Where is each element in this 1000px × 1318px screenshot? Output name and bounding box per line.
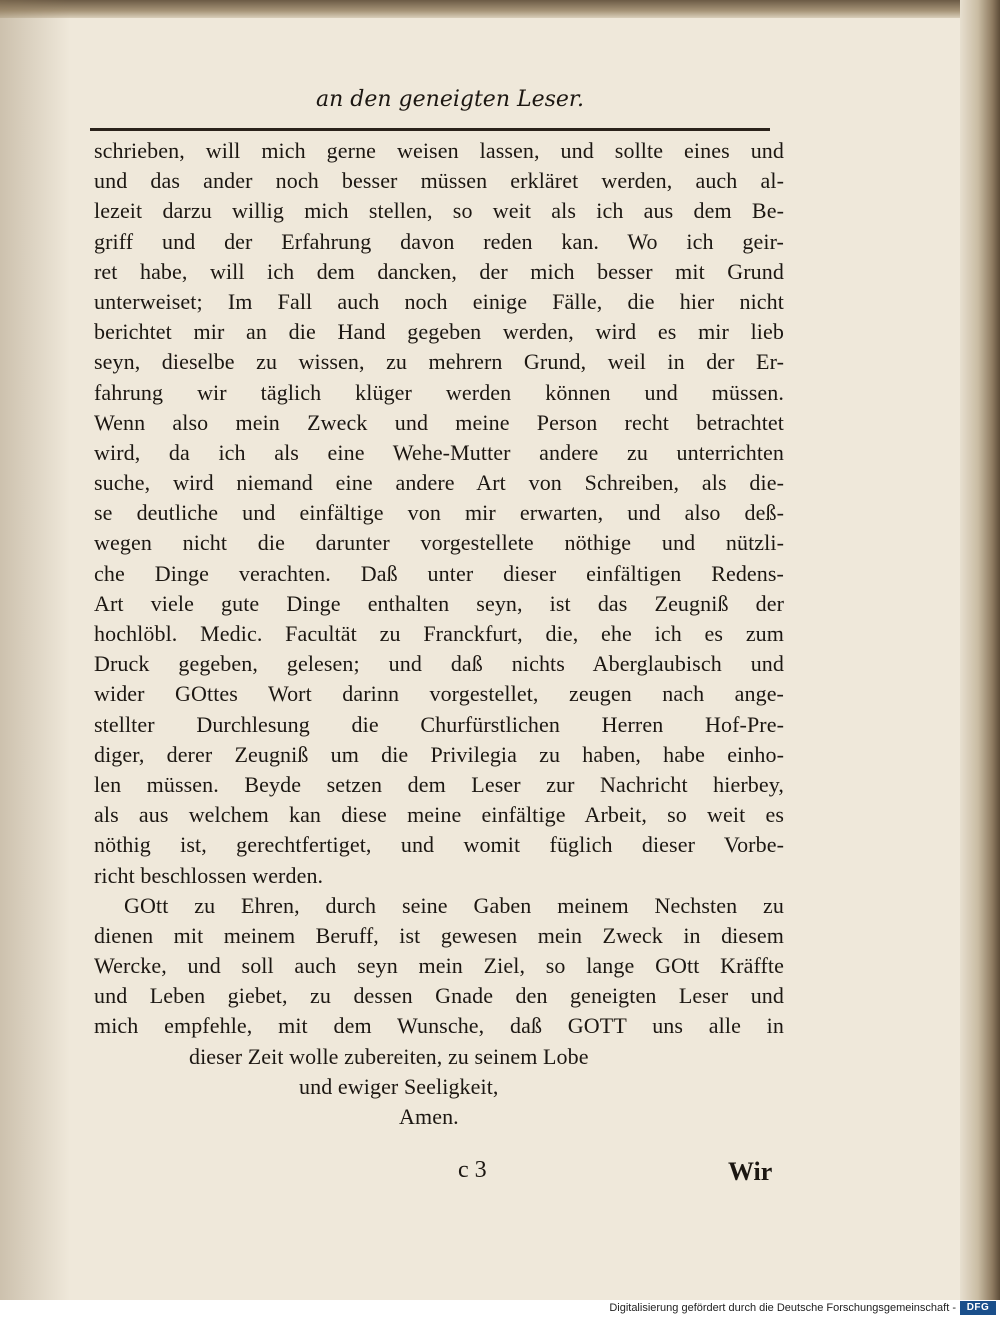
digitization-footer [0, 1300, 1000, 1318]
text-line: schrieben, will mich gerne weisen lassen, und sollte eines und [94, 138, 784, 163]
header-rule [90, 128, 770, 131]
text-line: Druck gegeben, gelesen; und daß nichts Aberglaubisch und [94, 651, 784, 677]
text-line: griff und der Erfahrung davon reden kan. Wo ich geir- [94, 228, 784, 254]
text-line: stellter Durchlesung die Churfürstlichen Herren Hof-Pre- [94, 711, 784, 737]
text-line: mich empfehle, mit dem Wunsche, daß GOTT uns alle in [94, 1013, 784, 1039]
text-line: richt beschlossen werden. [94, 862, 324, 888]
text-line: und das ander noch besser müssen erkläret werden, auch al- [94, 168, 784, 194]
text-line: lezeit darzu willig mich stellen, so weit als ich aus dem Be- [94, 198, 784, 224]
text-line: Art viele gute Dinge enthalten seyn, ist das Zeugniß der [94, 590, 784, 616]
text-line: GOtt zu Ehren, durch seine Gaben meinem Nechsten zu [124, 892, 784, 918]
text-line: und Leben giebet, zu dessen Gnade den geneigten Leser und [94, 983, 784, 1009]
catchword: Wir [728, 1157, 773, 1186]
text-line: se deutliche und einfältige von mir erwarten, und also deß- [94, 500, 784, 526]
text-line: seyn, dieselbe zu wissen, zu mehrern Grund, weil in der Er- [94, 349, 784, 375]
closing-line: dieser Zeit wolle zubereiten, zu seinem Lobe [189, 1043, 589, 1069]
text-line: diger, derer Zeugniß um die Privilegia zu haben, habe einho- [94, 741, 784, 767]
text-line: wegen nicht die darunter vorgestellete nöthige und nützli- [94, 530, 784, 556]
running-head: an den geneigten Leser. [316, 87, 585, 112]
dfg-logo-icon: DFG [960, 1301, 996, 1315]
text-line: als aus welchem kan diese meine einfältige Arbeit, so weit es [94, 802, 784, 828]
text-line: wider GOttes Wort darinn vorgestellet, zeugen nach ange- [94, 681, 784, 707]
text-line: suche, wird niemand eine andere Art von Schreiben, als die- [94, 470, 784, 496]
text-line: che Dinge verachten. Daß unter dieser einfältigen Redens- [94, 560, 784, 586]
text-line: dienen mit meinem Beruff, ist gewesen mein Zweck in diesem [94, 922, 784, 948]
closing-line: und ewiger Seeligkeit, [299, 1073, 499, 1099]
text-line: nöthig ist, gerechtfertiget, und womit füglich dieser Vorbe- [94, 832, 784, 858]
text-line: len müssen. Beyde setzen dem Leser zur Nachricht hierbey, [94, 771, 784, 797]
text-line: Wenn also mein Zweck und meine Person recht betrachtet [94, 409, 784, 435]
text-line: ret habe, will ich dem dancken, der mich besser mit Grund [94, 258, 784, 284]
text-line: fahrung wir täglich klüger werden können und müssen. [94, 379, 784, 405]
footer-credit: Digitalisierung gefördert durch die Deutsche Forschungsgemeinschaft - [609, 1302, 956, 1314]
text-line: hochlöbl. Medic. Facultät zu Franckfurt, die, ehe ich es zum [94, 621, 784, 646]
signature-mark: c 3 [458, 1157, 487, 1183]
body-text [94, 136, 784, 1132]
closing-amen: Amen. [399, 1104, 459, 1129]
text-line: unterweiset; Im Fall auch noch einige Fälle, die hier nicht [94, 288, 784, 314]
text-line: wird, da ich als eine Wehe-Mutter andere zu unterrichten [94, 439, 784, 465]
text-line: berichtet mir an die Hand gegeben werden, wird es mir lieb [94, 319, 784, 345]
text-line: Wercke, und soll auch seyn mein Ziel, so lange GOtt Kräffte [94, 953, 784, 979]
